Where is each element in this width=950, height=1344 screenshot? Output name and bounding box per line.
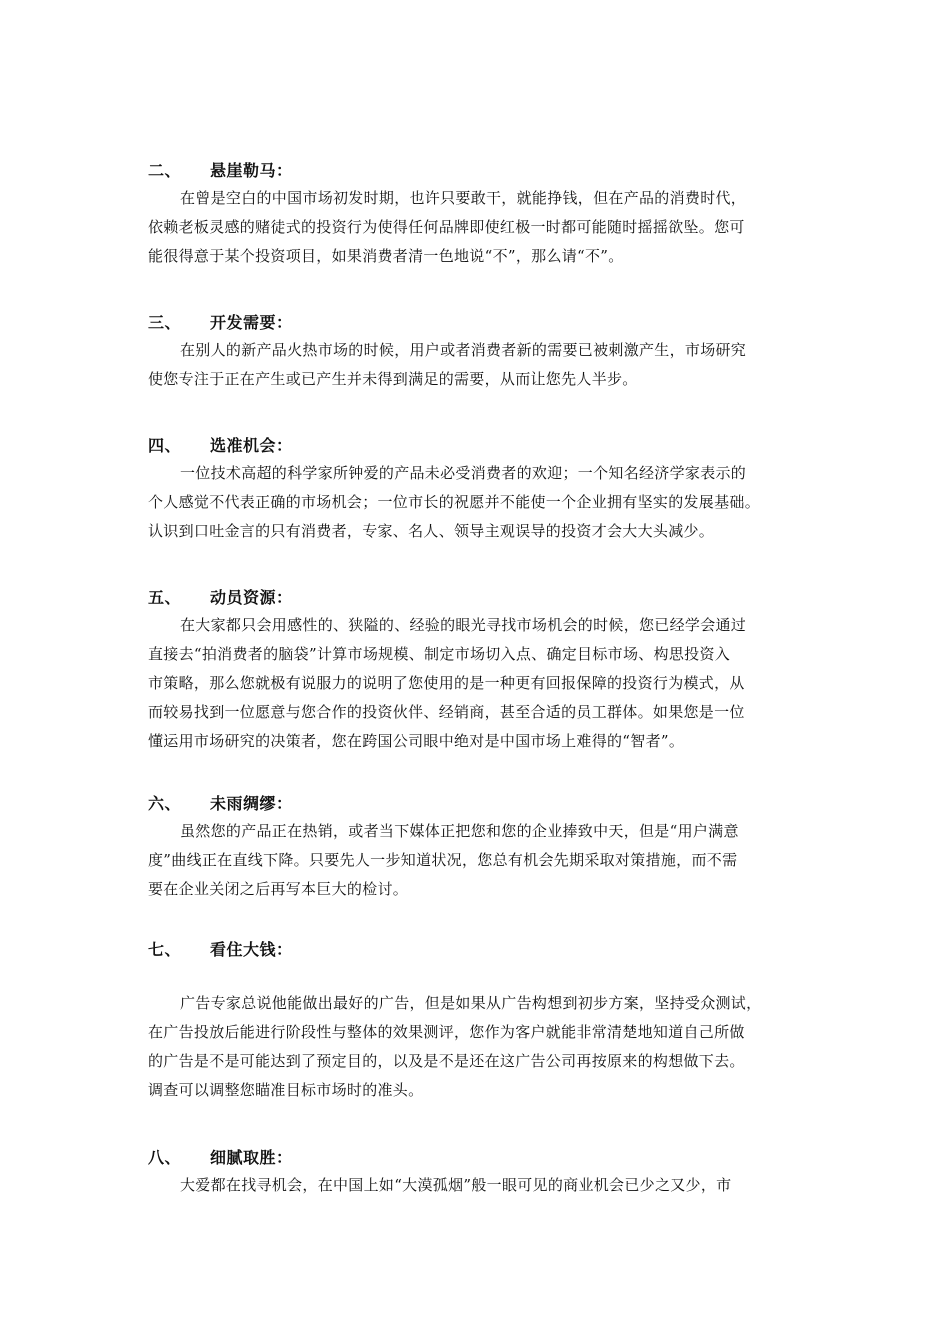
paragraph-line: 使您专注于正在产生或已产生并未得到满足的需要，从而让您先人半步。: [148, 370, 638, 388]
section-number: 七、: [148, 940, 182, 959]
paragraph-line: 依赖老板灵感的赌徒式的投资行为使得任何品牌即使红极一时都可能随时摇摇欲坠。您可: [148, 218, 745, 236]
paragraph-line: 在别人的新产品火热市场的时候，用户或者消费者新的需要已被刺激产生，市场研究: [180, 341, 747, 359]
section-title: 开发需要：: [210, 313, 293, 332]
paragraph-line: 在曾是空白的中国市场初发时期，也许只要敢干，就能挣钱，但在产品的消费时代，: [180, 189, 747, 207]
section-number: 五、: [148, 588, 182, 607]
section-number: 八、: [148, 1148, 182, 1167]
section-number: 六、: [148, 794, 182, 813]
section-heading: [148, 937, 820, 963]
paragraph-line: 度”曲线正在直线下降。只要先人一步知道状况，您总有机会先期采取对策措施，而不需: [148, 851, 738, 869]
section-title: 未雨绸缪：: [210, 794, 293, 813]
section-2: [148, 158, 820, 271]
section-7: [148, 937, 820, 1105]
section-number: 二、: [148, 161, 182, 180]
section-heading: [148, 791, 820, 817]
paragraph-line: 在大家都只会用感性的、狭隘的、经验的眼光寻找市场机会的时候，您已经学会通过: [180, 616, 747, 634]
paragraph-line: 能很得意于某个投资项目，如果消费者清一色地说“不”，那么请“不”。: [148, 247, 624, 265]
section-title: 动员资源：: [210, 588, 293, 607]
paragraph-line: 个人感觉不代表正确的市场机会；一位市长的祝愿并不能使一个企业拥有坚实的发展基础。: [148, 493, 761, 511]
paragraph-gap: [148, 963, 820, 989]
section-4: [148, 433, 820, 546]
section-8: [148, 1145, 820, 1200]
section-5: [148, 585, 820, 756]
section-number: 三、: [148, 313, 182, 332]
paragraph-line: 直接去“拍消费者的脑袋”计算市场规模、制定市场切入点、确定目标市场、构思投资入: [148, 645, 731, 663]
paragraph-line: 而较易找到一位愿意与您合作的投资伙伴、经销商，甚至合适的员工群体。如果您是一位: [148, 703, 745, 721]
section-heading: [148, 1145, 820, 1171]
paragraph-line: 的广告是不是可能达到了预定目的，以及是不是还在这广告公司再按原来的构想做下去。: [148, 1052, 745, 1070]
section-heading: [148, 585, 820, 611]
section-title: 悬崖勒马：: [210, 161, 293, 180]
paragraph-line: 广告专家总说他能做出最好的广告，但是如果从广告构想到初步方案，坚持受众测试，: [180, 994, 762, 1012]
paragraph-line: 认识到口吐金言的只有消费者，专家、名人、领导主观误导的投资才会大大头减少。: [148, 522, 715, 540]
section-3: [148, 310, 820, 394]
section-heading: [148, 158, 820, 184]
section-title: 选准机会：: [210, 436, 293, 455]
paragraph-line: 一位技术高超的科学家所钟爱的产品未必受消费者的欢迎；一个知名经济学家表示的: [180, 464, 747, 482]
paragraph-line: 调查可以调整您瞄准目标市场时的准头。: [148, 1081, 424, 1099]
paragraph-line: 在广告投放后能进行阶段性与整体的效果测评，您作为客户就能非常清楚地知道自己所做: [148, 1023, 745, 1041]
section-number: 四、: [148, 436, 182, 455]
paragraph-line: 虽然您的产品正在热销，或者当下媒体正把您和您的企业捧致中天，但是“用户满意: [180, 822, 739, 840]
paragraph-line: 懂运用市场研究的决策者，您在跨国公司眼中绝对是中国市场上难得的“智者”。: [148, 732, 685, 750]
paragraph-line: 要在企业关闭之后再写本巨大的检讨。: [148, 880, 409, 898]
section-heading: [148, 310, 820, 336]
section-6: [148, 791, 820, 904]
paragraph-line: 大爱都在找寻机会，在中国上如“大漠孤烟”般一眼可见的商业机会已少之又少，市: [180, 1176, 732, 1194]
paragraph-line: 市策略，那么您就极有说服力的说明了您使用的是一种更有回报保障的投资行为模式，从: [148, 674, 745, 692]
section-title: 看住大钱：: [210, 940, 293, 959]
section-title: 细腻取胜：: [210, 1148, 293, 1167]
section-heading: [148, 433, 820, 459]
